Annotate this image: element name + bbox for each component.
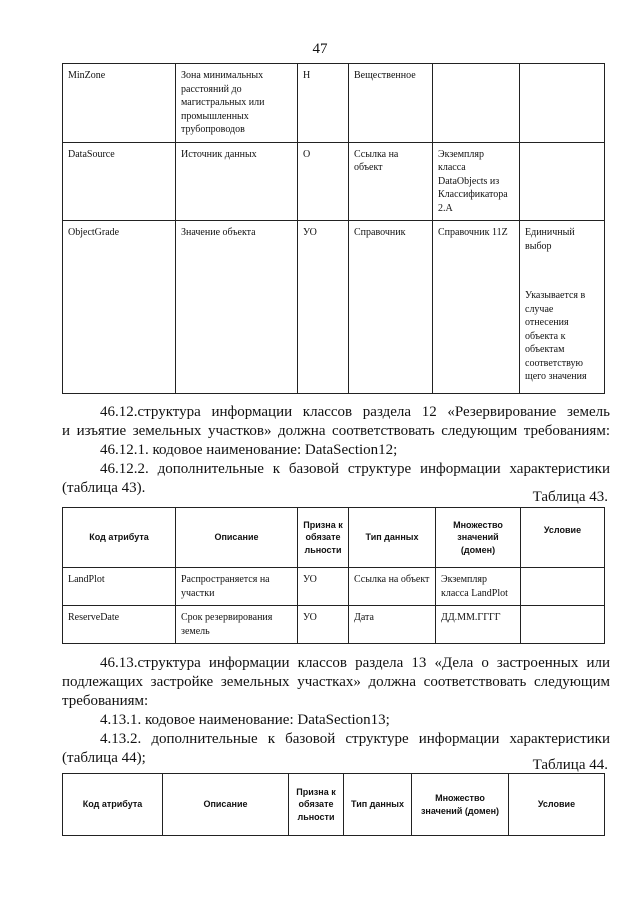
paragraph-line: и изъятие земельных участков» должна соответствовать следующим требованиям: <box>62 423 610 439</box>
attr-code: MinZone <box>63 64 176 143</box>
page-number: 47 <box>312 41 328 57</box>
table-43-caption: Таблица 43. <box>532 489 608 505</box>
paragraph-line: 4.13.1. кодовое наименование: DataSection13; <box>100 712 390 728</box>
paragraph-line: 4.13.2. дополнительные к базовой структуре информации характеристики <box>100 731 610 747</box>
attributes-table-continued <box>62 63 605 394</box>
attr-code: LandPlot <box>63 568 176 606</box>
section-46-12-text <box>62 403 610 498</box>
attr-requirement: О <box>298 142 349 221</box>
attr-condition <box>520 142 605 221</box>
header-condition: Условие <box>521 508 605 568</box>
table-header-row <box>63 508 605 568</box>
header-requirement: Призна к обязате льности <box>298 508 349 568</box>
attr-condition <box>520 221 605 394</box>
attr-description: Зона минимальных расстояний до магистральных или промышленных трубопроводов <box>176 64 298 143</box>
section-46-13-text <box>62 654 610 768</box>
attr-requirement: УО <box>298 221 349 394</box>
table-row <box>63 606 605 644</box>
attr-type: Ссылка на объект <box>349 142 433 221</box>
attr-requirement: УО <box>298 606 349 644</box>
attr-domain <box>433 64 520 143</box>
header-domain: Множество значений (домен) <box>436 508 521 568</box>
header-description: Описание <box>163 774 289 836</box>
table-header-row <box>63 774 605 836</box>
paragraph-line: 46.12.2. дополнительные к базовой структуре информации характеристики <box>100 461 610 477</box>
table-43 <box>62 507 605 644</box>
paragraph-line: требованиям: <box>62 693 149 709</box>
paragraph-line: 46.12.1. кодовое наименование: DataSection12; <box>100 442 398 458</box>
table-row <box>63 568 605 606</box>
attr-condition <box>520 64 605 143</box>
condition-single-choice: Единичный выбор <box>525 227 575 252</box>
attr-code: ObjectGrade <box>63 221 176 394</box>
header-type: Тип данных <box>344 774 412 836</box>
header-requirement: Призна к обязате льности <box>289 774 344 836</box>
paragraph-line: (таблица 44); <box>62 750 146 766</box>
attr-code: DataSource <box>63 142 176 221</box>
attr-domain: Экземпляр класса DataObjects из Классификатора 2.А <box>433 142 520 221</box>
paragraph-line: (таблица 43). <box>62 480 146 496</box>
header-code: Код атрибута <box>63 774 163 836</box>
header-condition: Условие <box>509 774 605 836</box>
attr-condition <box>521 568 605 606</box>
attr-requirement: УО <box>298 568 349 606</box>
header-type: Тип данных <box>349 508 436 568</box>
paragraph-line: подлежащих застройке земельных участках» должна соответствовать следующим <box>62 674 610 690</box>
attr-description: Источник данных <box>176 142 298 221</box>
attr-domain: Экземпляр класса LandPlot <box>436 568 521 606</box>
header-description: Описание <box>176 508 298 568</box>
attr-description: Срок резервирования земель <box>176 606 298 644</box>
table-44 <box>62 773 605 836</box>
table-row <box>63 221 605 394</box>
attr-condition <box>521 606 605 644</box>
attr-type: Справочник <box>349 221 433 394</box>
paragraph-line: 46.13.структура информации классов раздела 13 «Дела о застроенных или <box>100 655 610 671</box>
table-44-caption: Таблица 44. <box>532 757 608 773</box>
paragraph-line: 46.12.структура информации классов раздела 12 «Резервирование земель <box>100 404 610 420</box>
attr-requirement: Н <box>298 64 349 143</box>
attr-type: Дата <box>349 606 436 644</box>
attr-description: Распространяется на участки <box>176 568 298 606</box>
attr-code: ReserveDate <box>63 606 176 644</box>
attr-type: Ссылка на объект <box>349 568 436 606</box>
header-domain: Множество значений (домен) <box>412 774 509 836</box>
header-code: Код атрибута <box>63 508 176 568</box>
attr-type: Вещественное <box>349 64 433 143</box>
table-row <box>63 142 605 221</box>
attr-domain: ДД.ММ.ГГГГ <box>436 606 521 644</box>
attr-description: Значение объекта <box>176 221 298 394</box>
condition-note: Указывается в случае отнесения объекта к объектам соответствую щего значения <box>525 290 587 382</box>
attr-domain: Справочник 11Z <box>433 221 520 394</box>
table-row <box>63 64 605 143</box>
